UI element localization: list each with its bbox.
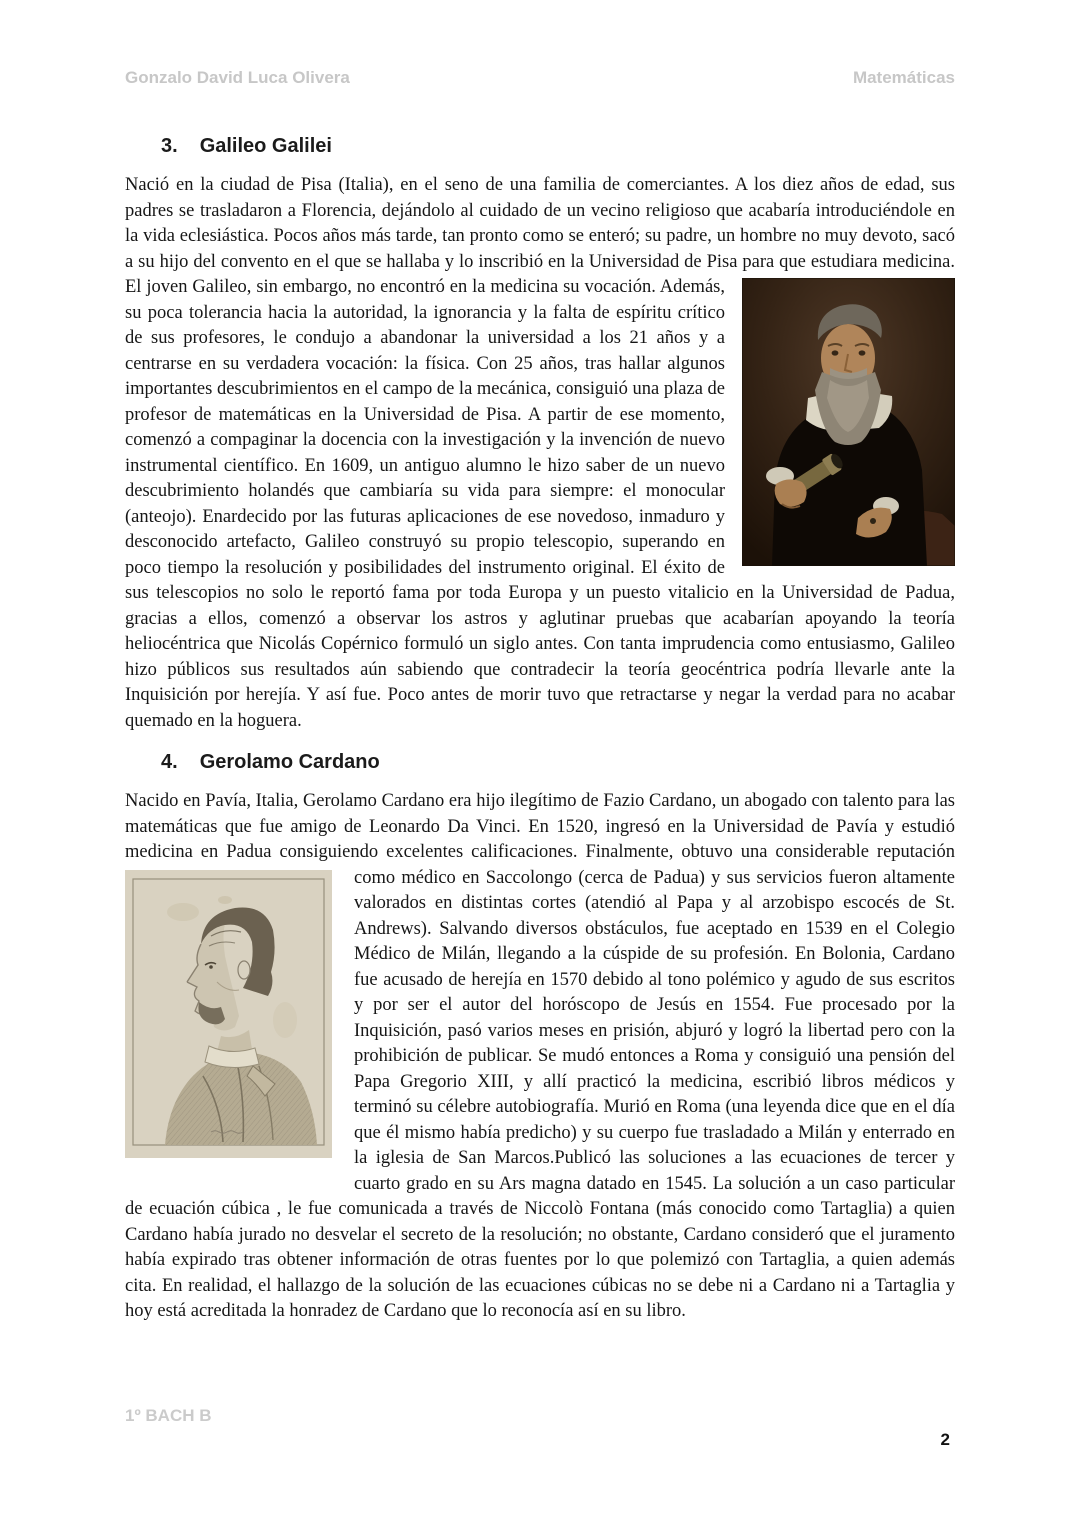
section-number: 3. — [161, 135, 178, 157]
galileo-portrait-image — [742, 278, 955, 566]
galileo-text-before-image: Nació en la ciudad de Pisa (Italia), en el seno de una familia de comerciantes. A los diez años de edad, sus padres se trasladaron a Florencia, dejándolo al cuidado de un vecino religioso que acabaría introduciéndole en la vida eclesiástica. Pocos años más tarde, tan pronto como se enteró; su padre, un hombre no muy devoto, sacó a su hijo del convento en el que se hallaba y lo inscribió en la Universidad de Pisa para que estudiara medicina. El joven Galileo, sin — [125, 175, 955, 297]
header-author: Gonzalo David Luca Olivera — [125, 68, 350, 87]
section-title: Galileo Galilei — [199, 135, 332, 157]
cardano-portrait-image — [125, 870, 332, 1158]
header-subject: Matemáticas — [852, 68, 955, 87]
footer-course: 1º BACH B — [125, 1406, 212, 1425]
cardano-text-after-image: altamente valorados en distintas cortes (atendió al Papa y al arzobispo escocés de St. Andrews). Salvando diversos obstáculos, fue aceptado en 1539 en el Colegio Médico de Milán, llegando a la cúspide de su profesión. En Bolonia, Cardano fue acusado de herejía en 1570 debido al tono polémico y agudo de sus escritos y por ser el autor del horóscopo de Jesús en 1554. Fue procesado por la Inquisición, pasó varios meses en prisión, abjuró y logró la libertad pero con la prohibición de publicar. Se mudó entonces a Roma y consiguió una pensión del Papa Gregorio XIII, y allí practicó la medicina, escribió libros médicos y terminó su célebre autobiografía. Murió en Roma (una leyenda dice que en el día que él mismo había predicho) y su cuerpo fue trasladado a Milán y enterrado en la iglesia de San Marcos.Publicó las soluciones a las ecuaciones de tercer y cuarto grado en su Ars magna datado en 1545. La solución a un caso particular de ecuación cúbica , le fue comunicada a través de Niccolò Fontana (más conocido como Tartaglia) a quien Cardano había jurado no desvelar el secreto de la resolución; no obstante, Cardano consideró que el juramento había expirado tras obtener información de otras fuentes por lo que polemizó con Tartaglia, a quien además cita. En realidad, el hallazgo de la solución de las ecuaciones cúbicas no se debe ni a Cardano ni a Tartaglia y hoy está acreditada la honradez de Cardano que lo reconocía así en su libro. — [125, 867, 955, 1321]
paragraph-cardano — [125, 789, 955, 1325]
paragraph-galileo — [125, 173, 955, 734]
section-number: 4. — [161, 751, 178, 773]
document-content — [125, 0, 955, 1325]
footer-page-number: 2 — [940, 1430, 950, 1449]
cardano-text-before-image: Nacido en Pavía, Italia, Gerolamo Cardano era hijo ilegítimo de Fazio Cardano, un abogado con talento para las matemáticas que fue amigo de Leonardo Da Vinci. En 1520, ingresó en la Universidad de Pavía y estudió medicina en Padua consiguiendo excelentes calificaciones. Finalmente, obtuvo una considerable reputación como médico en Saccolongo (cerca de Padua) y sus servicios fueron — [125, 791, 955, 888]
section-heading-cardano — [125, 749, 955, 775]
section-title: Gerolamo Cardano — [199, 751, 380, 773]
section-heading-galileo — [125, 133, 955, 159]
galileo-text-after-image: embargo, no encontró en la medicina su vocación. Además, su poca tolerancia hacia la autoridad, la ignorancia y la falta de espíritu crítico de sus profesores, le condujo a abandonar la universidad a los 21 años y a centrarse en su verdadera vocación: la física. Con 25 años, tras hallar algunos importantes descubrimientos en el campo de la mecánica, consiguió una plaza de profesor de matemáticas en la Universidad de Pisa. A partir de ese momento, comenzó a compaginar la docencia con la investigación y la invención de nuevo instrumental científico. En 1609, un antiguo alumno le hizo saber de un nuevo descubrimiento holandés que cambiaría su vida para siempre: el monocular (anteojo). Enardecido por las futuras aplicaciones de ese novedoso, inmaduro y desconocido artefacto, Galileo construyó su propio telescopio, superando en poco tiempo la resolución y posibilidades del instrumento original. El éxito de sus telescopios no solo le reportó fama por toda Europa y un puesto vitalicio en la Universidad de Padua, gracias a ellos, comenzó a observar los astros y aglutinar pruebas que acabarían apoyando la teoría heliocéntrica que Nicolás Copérnico formuló un siglo antes. Con tanta imprudencia como entusiasmo, Galileo hizo públicos sus resultados aún sabiendo que contradecir la teoría geocéntrica podría llevarle ante la Inquisición por herejía. Y así fue. Poco antes de morir tuvo que retractarse y negar la verdad para no acabar quemado en la hoguera. — [125, 277, 955, 731]
